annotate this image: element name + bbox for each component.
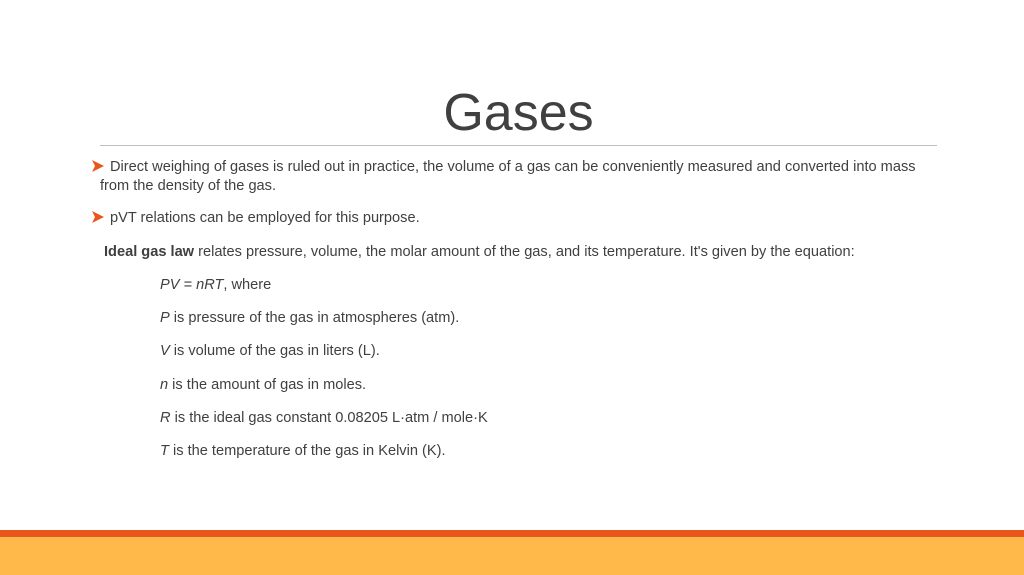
- arrow-bullet-icon: [92, 159, 104, 173]
- definition-text: is pressure of the gas in atmospheres (atm).: [169, 310, 460, 326]
- definition-line: [160, 309, 920, 328]
- equation: PV = nRT: [160, 277, 224, 293]
- definition-line: [160, 409, 920, 428]
- definition-symbol: V: [160, 343, 170, 359]
- definition-text: is the amount of gas in moles.: [168, 377, 367, 393]
- bullet-item: [100, 158, 930, 196]
- definition-symbol: T: [160, 443, 169, 459]
- definition-line: [160, 442, 920, 461]
- footer-accent-bar: [0, 530, 1024, 537]
- definition-symbol: R: [160, 410, 171, 426]
- definition-text: is volume of the gas in liters (L).: [169, 343, 380, 359]
- title-divider: [100, 145, 937, 146]
- slide-title: Gases: [443, 84, 594, 142]
- definition-line: [160, 376, 920, 395]
- definition-line: [160, 342, 920, 361]
- footer-bar: [0, 537, 1024, 575]
- definition-text: is the temperature of the gas in Kelvin (K).: [168, 443, 446, 459]
- equation-line: [160, 276, 920, 295]
- law-paragraph: [104, 243, 930, 262]
- bullet-text: Direct weighing of gases is ruled out in practice, the volume of a gas can be conveniently measured and converted into mass from the density of the gas.: [100, 159, 916, 194]
- bullet-text: pVT relations can be employed for this purpose.: [110, 210, 420, 226]
- arrow-bullet-icon: [92, 210, 104, 224]
- bullet-item: [100, 209, 930, 228]
- law-description: relates pressure, volume, the molar amount of the gas, and its temperature. It's given by the equation:: [194, 244, 855, 260]
- equation-tail: , where: [223, 277, 272, 293]
- definition-symbol: P: [160, 310, 170, 326]
- law-term: Ideal gas law: [104, 244, 195, 260]
- definition-symbol: n: [160, 377, 169, 393]
- definition-text: is the ideal gas constant 0.08205 L·atm / mole·K: [170, 410, 488, 426]
